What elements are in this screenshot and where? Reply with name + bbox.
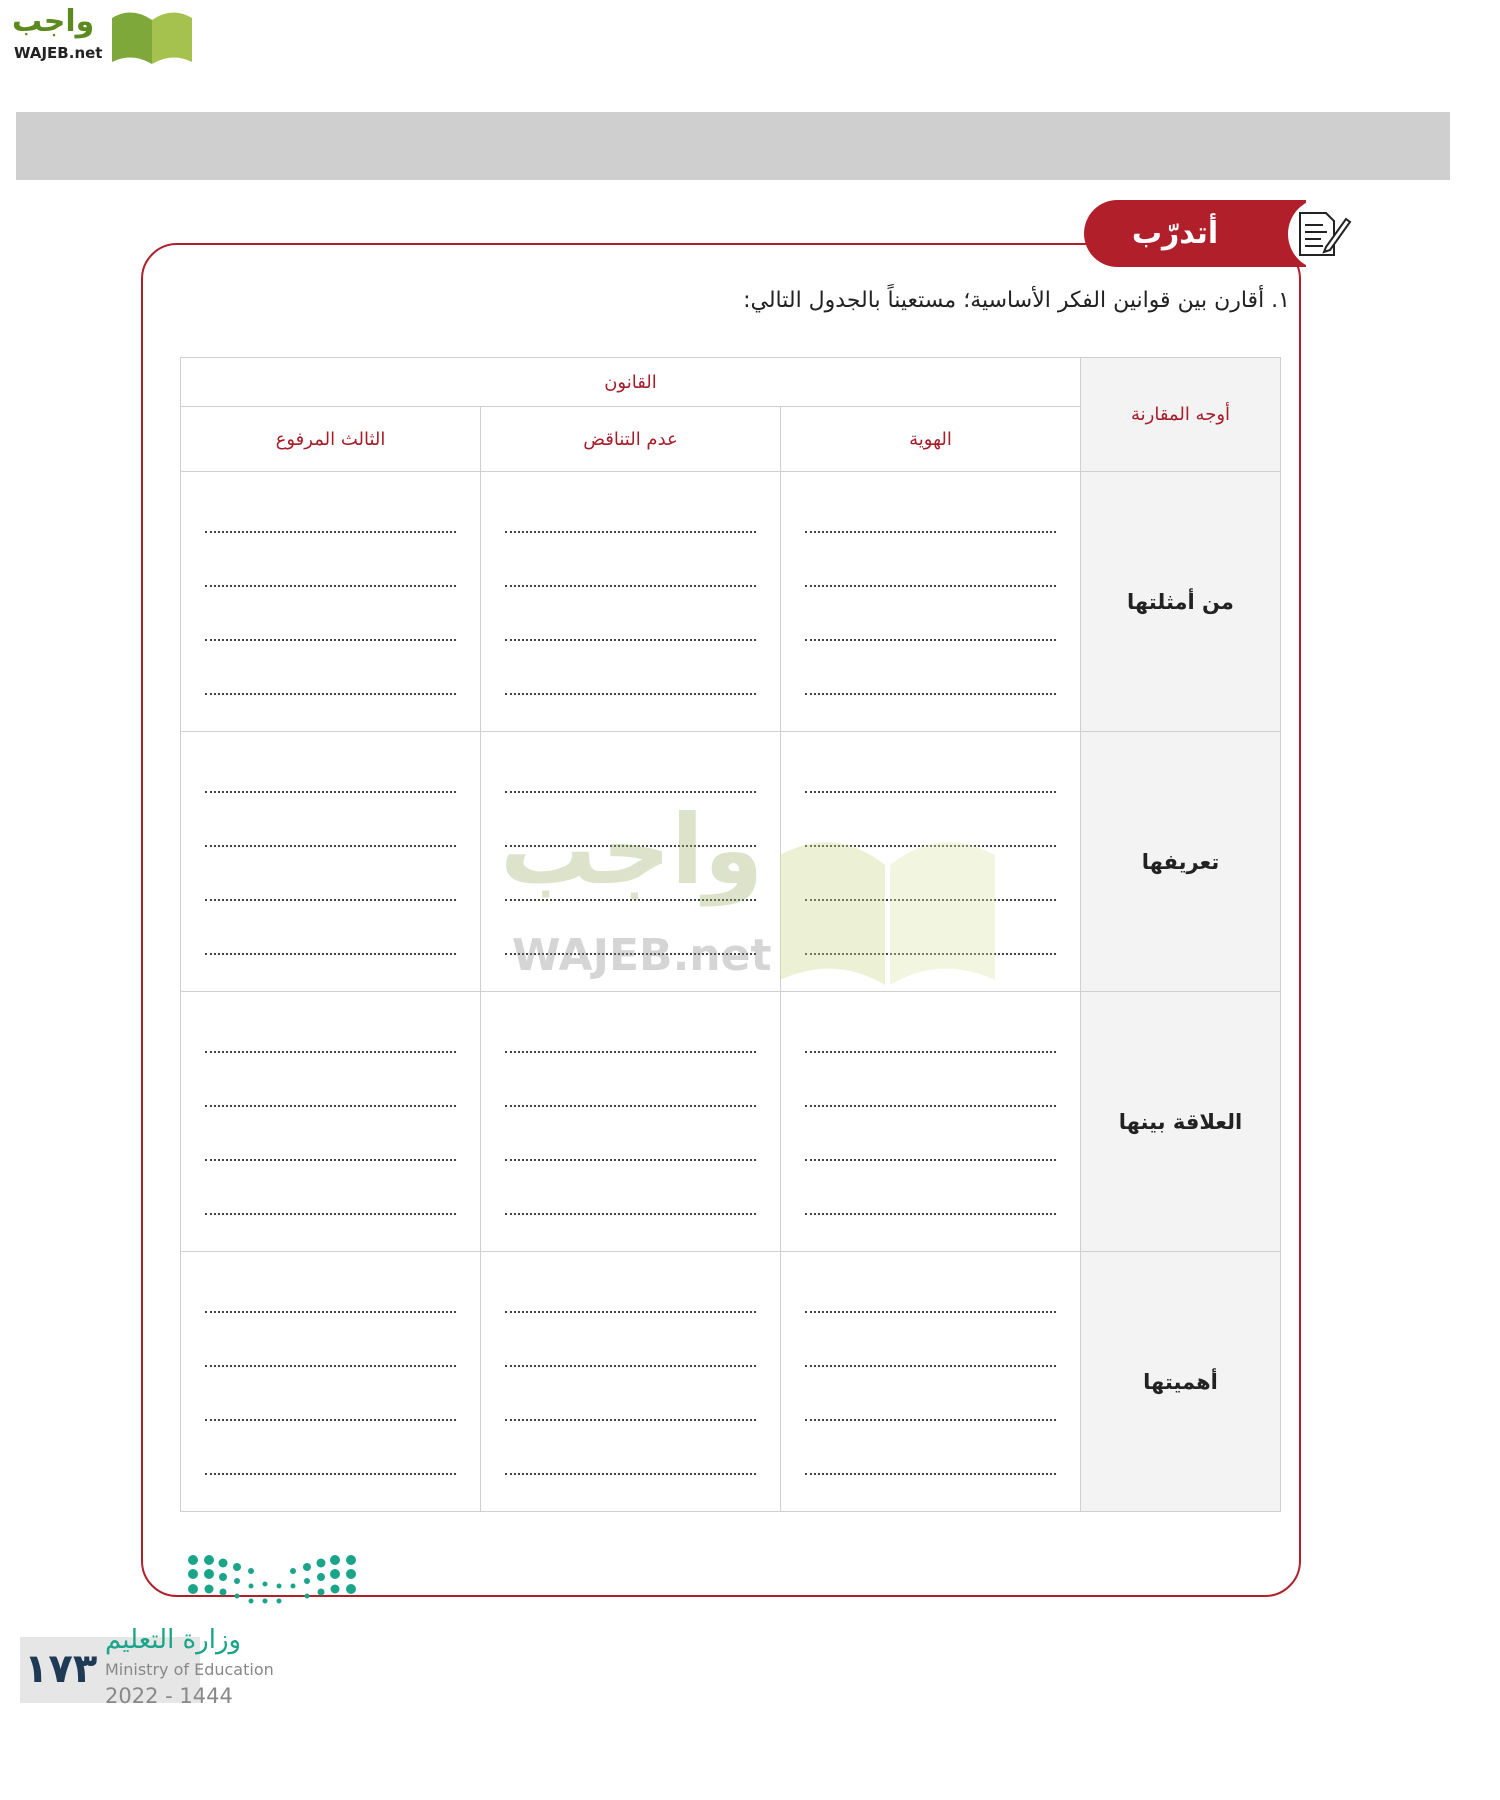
answer-line[interactable]	[505, 1053, 756, 1107]
answer-line[interactable]	[505, 641, 756, 695]
answer-line[interactable]	[505, 901, 756, 955]
watermark-english: WAJEB.net	[512, 930, 772, 981]
answer-line[interactable]	[805, 1289, 1056, 1313]
header-identity: الهوية	[781, 407, 1081, 472]
answer-cell[interactable]	[481, 992, 781, 1252]
answer-line[interactable]	[505, 1367, 756, 1421]
answer-line[interactable]	[505, 1161, 756, 1215]
answer-line[interactable]	[805, 901, 1056, 955]
answer-line[interactable]	[505, 847, 756, 901]
logo-arabic: واجب	[12, 4, 95, 39]
answer-line[interactable]	[805, 1161, 1056, 1215]
answer-line[interactable]	[505, 1107, 756, 1161]
comparison-table	[180, 357, 1281, 1512]
logo-english: WAJEB.net	[14, 44, 103, 62]
header-excluded-middle: الثالث المرفوع	[181, 407, 481, 472]
row-label: من أمثلتها	[1081, 472, 1281, 732]
answer-line[interactable]	[205, 1029, 456, 1053]
answer-cell[interactable]	[481, 472, 781, 732]
answer-line[interactable]	[205, 1053, 456, 1107]
wajeb-logo	[8, 4, 193, 66]
practice-badge: أتدرّب	[1084, 200, 1306, 267]
answer-cell[interactable]	[181, 732, 481, 992]
answer-line[interactable]	[805, 1367, 1056, 1421]
table-row	[181, 732, 1281, 992]
answer-line[interactable]	[205, 509, 456, 533]
answer-line[interactable]	[205, 1161, 456, 1215]
answer-line[interactable]	[505, 1029, 756, 1053]
answer-cell[interactable]	[181, 992, 481, 1252]
table-row	[181, 1252, 1281, 1512]
page-number: ١٧٣	[24, 1646, 98, 1692]
row-label: العلاقة بينها	[1081, 992, 1281, 1252]
answer-line[interactable]	[205, 533, 456, 587]
answer-line[interactable]	[805, 509, 1056, 533]
answer-line[interactable]	[205, 847, 456, 901]
answer-line[interactable]	[805, 793, 1056, 847]
year-text: 2022 - 1444	[105, 1684, 233, 1708]
answer-line[interactable]	[805, 1053, 1056, 1107]
answer-line[interactable]	[505, 587, 756, 641]
answer-line[interactable]	[205, 793, 456, 847]
answer-line[interactable]	[805, 1313, 1056, 1367]
answer-line[interactable]	[505, 1421, 756, 1475]
answer-line[interactable]	[805, 533, 1056, 587]
table-row	[181, 472, 1281, 732]
row-label: أهميتها	[1081, 1252, 1281, 1512]
answer-line[interactable]	[805, 1107, 1056, 1161]
answer-line[interactable]	[805, 769, 1056, 793]
answer-line[interactable]	[505, 1313, 756, 1367]
answer-line[interactable]	[805, 1421, 1056, 1475]
answer-line[interactable]	[205, 901, 456, 955]
answer-line[interactable]	[505, 533, 756, 587]
answer-cell[interactable]	[181, 472, 481, 732]
answer-cell[interactable]	[481, 732, 781, 992]
ministry-arabic: وزارة التعليم	[105, 1625, 242, 1655]
answer-line[interactable]	[805, 1029, 1056, 1053]
answer-line[interactable]	[205, 1367, 456, 1421]
ministry-dots-icon	[185, 1552, 360, 1612]
answer-line[interactable]	[205, 641, 456, 695]
watermark-arabic: واجب	[500, 794, 764, 906]
ministry-english: Ministry of Education	[105, 1660, 274, 1679]
answer-line[interactable]	[205, 769, 456, 793]
answer-line[interactable]	[505, 1289, 756, 1313]
answer-cell[interactable]	[481, 1252, 781, 1512]
book-icon	[108, 6, 196, 66]
answer-cell[interactable]	[781, 992, 1081, 1252]
answer-line[interactable]	[205, 1107, 456, 1161]
answer-line[interactable]	[505, 793, 756, 847]
header-non-contradiction: عدم التناقض	[481, 407, 781, 472]
answer-cell[interactable]	[781, 472, 1081, 732]
table-row	[181, 992, 1281, 1252]
answer-line[interactable]	[205, 1313, 456, 1367]
answer-line[interactable]	[505, 509, 756, 533]
answer-line[interactable]	[205, 1289, 456, 1313]
ministry-logo	[100, 1552, 380, 1712]
answer-line[interactable]	[205, 1421, 456, 1475]
row-label: تعريفها	[1081, 732, 1281, 992]
answer-line[interactable]	[805, 587, 1056, 641]
answer-cell[interactable]	[181, 1252, 481, 1512]
header-band	[16, 112, 1450, 180]
header-law: القانون	[181, 358, 1081, 407]
answer-line[interactable]	[805, 641, 1056, 695]
question-text: ١. أقارن بين قوانين الفكر الأساسية؛ مستعيناً بالجدول التالي:	[743, 288, 1290, 313]
answer-line[interactable]	[805, 847, 1056, 901]
edit-document-icon	[1288, 198, 1360, 270]
answer-line[interactable]	[505, 769, 756, 793]
answer-line[interactable]	[205, 587, 456, 641]
answer-cell[interactable]	[781, 1252, 1081, 1512]
header-comparison-aspects: أوجه المقارنة	[1081, 358, 1281, 472]
answer-cell[interactable]	[781, 732, 1081, 992]
